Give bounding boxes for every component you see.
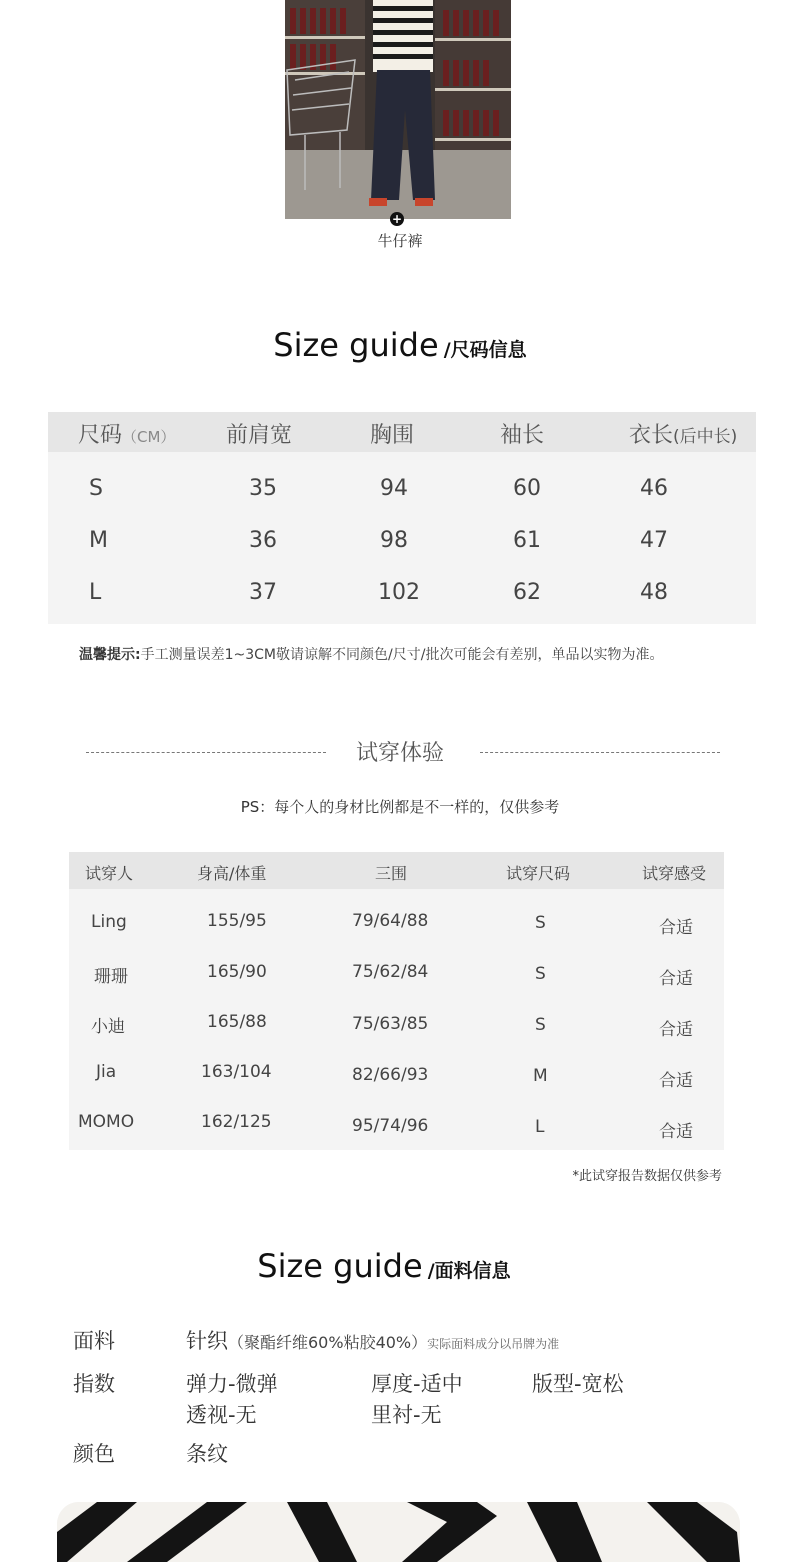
divider-left bbox=[86, 752, 326, 753]
measures-cell: 95/74/96 bbox=[352, 1116, 429, 1136]
size-cell: S bbox=[89, 476, 103, 501]
size-cell: L bbox=[89, 580, 102, 605]
size-guide-subtitle: /尺码信息 bbox=[443, 339, 527, 361]
material-note: 实际面料成分以吊牌为准 bbox=[427, 1337, 560, 1351]
sleeve-cell: 61 bbox=[513, 528, 541, 553]
hw-cell: 155/95 bbox=[207, 911, 267, 931]
fabric-photo bbox=[57, 1502, 740, 1562]
tryon-size-cell: S bbox=[535, 1015, 546, 1035]
length-cell: 48 bbox=[640, 580, 668, 605]
material-label: 面料 bbox=[73, 1329, 115, 1353]
measurement-tip bbox=[79, 644, 663, 664]
header-chest: 胸围 bbox=[370, 423, 415, 448]
size-guide-heading bbox=[0, 326, 800, 364]
tip-label: 温馨提示: bbox=[79, 647, 141, 663]
tryon-size-cell: S bbox=[535, 913, 546, 933]
sleeve-cell: 62 bbox=[513, 580, 541, 605]
length-cell: 46 bbox=[640, 476, 668, 501]
fabric-photo-illustration bbox=[57, 1502, 740, 1562]
tryon-size-cell: M bbox=[533, 1066, 548, 1086]
header-measures: 三围 bbox=[375, 864, 408, 883]
fit-value: 版型-宽松 bbox=[532, 1372, 624, 1396]
person-cell: Ling bbox=[91, 912, 127, 932]
tryon-size-cell: S bbox=[535, 964, 546, 984]
person-cell: 珊珊 bbox=[94, 967, 128, 987]
elasticity-value: 弹力-微弹 bbox=[186, 1372, 278, 1396]
chest-cell: 102 bbox=[378, 580, 420, 605]
shoulder-cell: 37 bbox=[249, 580, 277, 605]
feel-cell: 合适 bbox=[659, 918, 693, 938]
size-guide-title: Size guide bbox=[273, 326, 439, 364]
shoulder-cell: 35 bbox=[249, 476, 277, 501]
measures-cell: 79/64/88 bbox=[352, 911, 429, 931]
lining-value: 里衬-无 bbox=[371, 1403, 442, 1427]
fabric-guide-subtitle: /面料信息 bbox=[427, 1260, 511, 1282]
tryon-table-header bbox=[69, 852, 724, 889]
sheer-value: 透视-无 bbox=[186, 1403, 257, 1427]
tryon-title: 试穿体验 bbox=[355, 741, 444, 766]
header-length-note: (后中长) bbox=[673, 427, 738, 447]
size-table-header bbox=[48, 412, 756, 452]
hw-cell: 163/104 bbox=[201, 1062, 272, 1082]
divider-right bbox=[480, 752, 720, 753]
sleeve-cell: 60 bbox=[513, 476, 541, 501]
size-table bbox=[48, 412, 756, 624]
size-cell: M bbox=[89, 528, 108, 553]
hw-cell: 165/88 bbox=[207, 1012, 267, 1032]
header-size-unit: （CM） bbox=[122, 428, 176, 446]
index-label: 指数 bbox=[73, 1372, 115, 1396]
tip-text: 手工测量误差1~3CM敬请谅解不同颜色/尺寸/批次可能会有差别，单品以实物为准。 bbox=[140, 647, 664, 663]
measures-cell: 75/63/85 bbox=[352, 1014, 429, 1034]
header-length-label: 衣长 bbox=[629, 423, 674, 448]
material-row bbox=[186, 1325, 559, 1355]
header-feel: 试穿感受 bbox=[642, 864, 707, 883]
feel-cell: 合适 bbox=[659, 969, 693, 989]
color-label: 颜色 bbox=[73, 1442, 115, 1466]
chest-cell: 94 bbox=[380, 476, 408, 501]
hw-cell: 162/125 bbox=[201, 1112, 272, 1132]
length-cell: 47 bbox=[640, 528, 668, 553]
header-shoulder: 前肩宽 bbox=[226, 423, 293, 448]
product-photo-illustration bbox=[285, 0, 511, 219]
tryon-table bbox=[69, 852, 724, 1150]
add-icon[interactable]: + bbox=[391, 212, 403, 226]
shoulder-cell: 36 bbox=[249, 528, 277, 553]
header-tryon-size: 试穿尺码 bbox=[506, 864, 571, 883]
header-hw: 身高/体重 bbox=[197, 864, 267, 883]
tryon-note: PS：每个人的身材比例都是不一样的，仅供参考 bbox=[240, 798, 560, 816]
feel-cell: 合适 bbox=[659, 1071, 693, 1091]
chest-cell: 98 bbox=[380, 528, 408, 553]
measures-cell: 82/66/93 bbox=[352, 1065, 429, 1085]
thickness-value: 厚度-适中 bbox=[371, 1372, 463, 1396]
header-length bbox=[629, 418, 737, 449]
color-value: 条纹 bbox=[186, 1442, 228, 1466]
person-cell: MOMO bbox=[78, 1112, 135, 1132]
header-size bbox=[78, 418, 175, 449]
person-cell: Jia bbox=[96, 1062, 117, 1082]
feel-cell: 合适 bbox=[659, 1020, 693, 1040]
tryon-size-cell: L bbox=[535, 1117, 545, 1137]
fabric-guide-title: Size guide bbox=[257, 1247, 423, 1285]
material-value: 针织 bbox=[186, 1329, 228, 1353]
product-photo bbox=[285, 0, 511, 219]
feel-cell: 合适 bbox=[659, 1122, 693, 1142]
hw-cell: 165/90 bbox=[207, 962, 267, 982]
header-person: 试穿人 bbox=[85, 864, 134, 883]
material-pct: （聚酯纤维60%粘胶40%） bbox=[228, 1333, 428, 1352]
person-cell: 小迪 bbox=[91, 1017, 125, 1037]
fabric-guide-heading bbox=[0, 1247, 784, 1285]
header-sleeve: 袖长 bbox=[500, 423, 545, 448]
measures-cell: 75/62/84 bbox=[352, 962, 429, 982]
photo-caption: 牛仔裤 bbox=[377, 232, 423, 250]
header-size-label: 尺码 bbox=[78, 423, 123, 448]
tryon-footnote: *此试穿报告数据仅供参考 bbox=[572, 1169, 722, 1184]
